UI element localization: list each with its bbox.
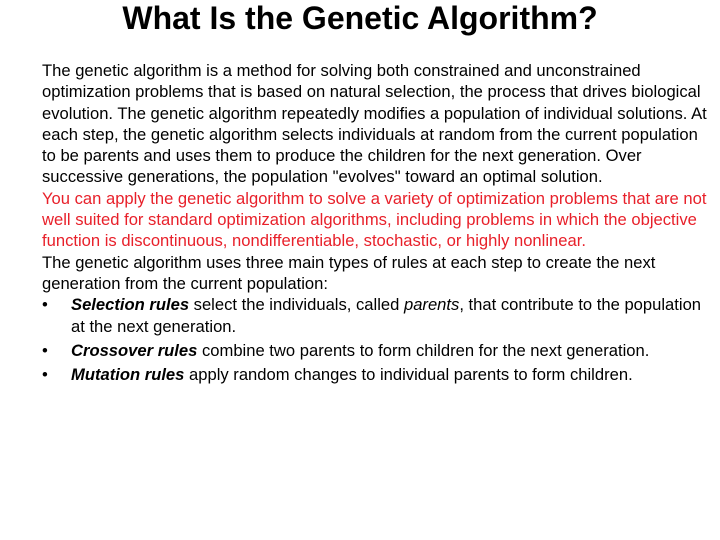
list-item-crossover-rules bbox=[42, 340, 712, 361]
selection-rules-term: Selection rules bbox=[71, 295, 190, 315]
parents-emphasis: parents bbox=[403, 295, 460, 315]
bullet-icon: • bbox=[42, 340, 48, 360]
selection-rules-text-a: select the individuals, called bbox=[189, 295, 404, 315]
bullet-icon: • bbox=[42, 365, 48, 385]
bullet-icon: • bbox=[42, 295, 48, 315]
mutation-rules-text: apply random changes to individual parents to form children. bbox=[184, 365, 633, 385]
rules-list bbox=[42, 294, 712, 385]
slide-body bbox=[42, 60, 712, 385]
crossover-rules-term: Crossover rules bbox=[71, 340, 198, 360]
list-item-selection-rules bbox=[42, 294, 712, 337]
intro-paragraph: The genetic algorithm is a method for solving both constrained and unconstrained optimization problems that is based on natural selection, the process that drives biological evolution. The genetic algorithm repeatedly modifies a population of individual solutions. At each step, the genetic algorithm selects individuals at random from the current population to be parents and uses them to produce the children for the next generation. Over successive generations, the population "evolves" toward an optimal solution. bbox=[42, 61, 707, 187]
list-item-mutation-rules bbox=[42, 364, 712, 385]
rules-intro-paragraph: The genetic algorithm uses three main types of rules at each step to create the next generation from the current population: bbox=[42, 252, 656, 293]
application-paragraph: You can apply the genetic algorithm to solve a variety of optimization problems that are not well suited for standard optimization algorithms, including problems in which the objective function is discontinuous, nondifferentiable, stochastic, or highly nonlinear. bbox=[42, 188, 707, 251]
slide-title: What Is the Genetic Algorithm? bbox=[122, 0, 598, 36]
selection-rules-text-b: , that contribute to the population at the next generation. bbox=[71, 295, 702, 336]
mutation-rules-term: Mutation rules bbox=[71, 365, 185, 385]
crossover-rules-text: combine two parents to form children for the next generation. bbox=[197, 340, 650, 360]
